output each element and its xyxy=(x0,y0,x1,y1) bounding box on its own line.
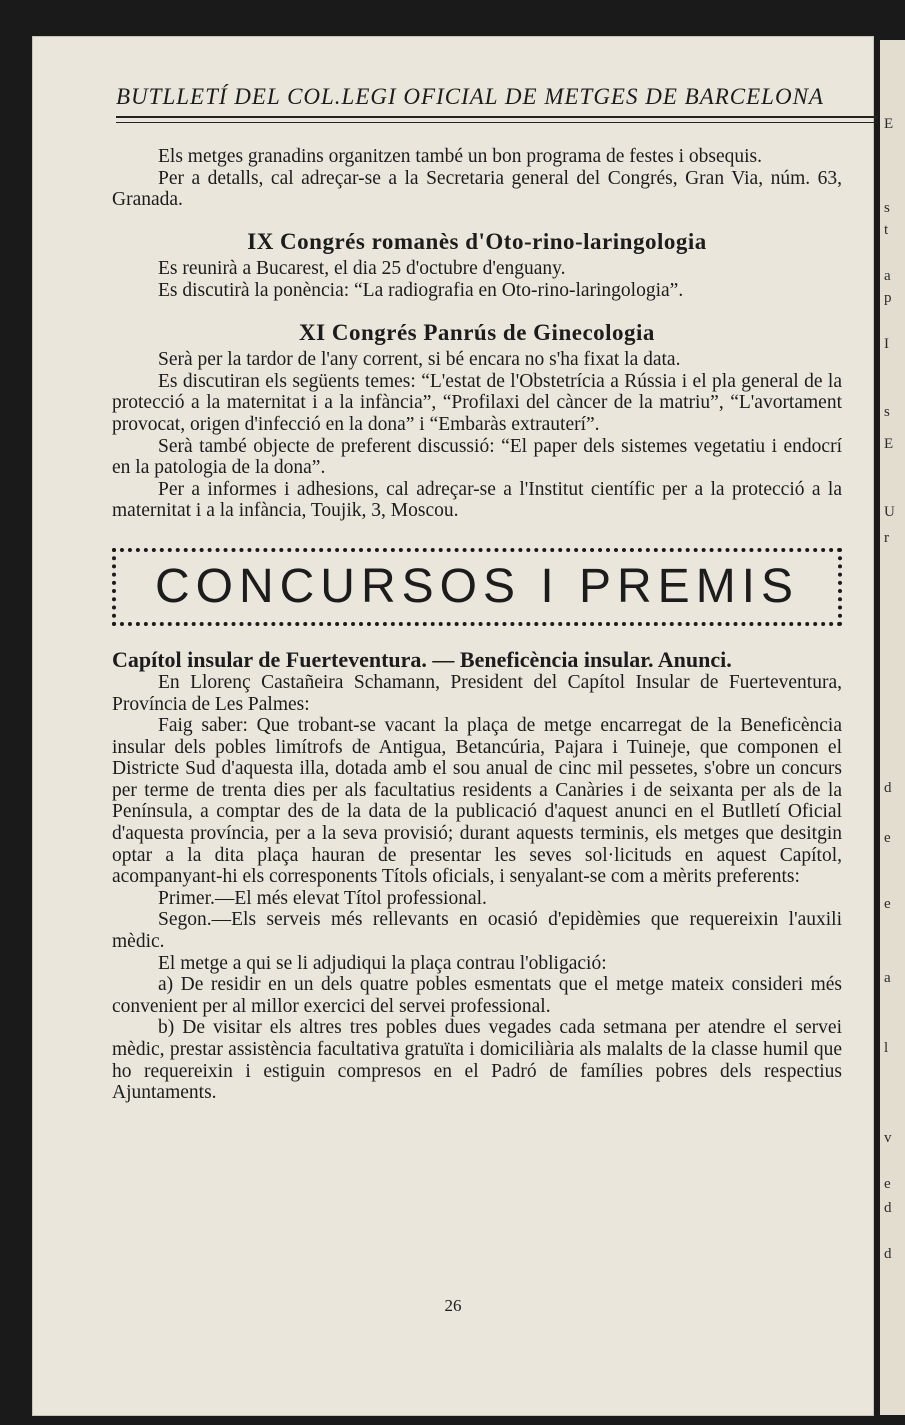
section-title-romanes: IX Congrés romanès d'Oto-rino-laringologia xyxy=(247,228,707,254)
edge-letter: e xyxy=(884,1176,891,1192)
edge-letter: r xyxy=(884,530,889,546)
page-number: 26 xyxy=(444,1296,462,1315)
section-banner: CONCURSOS I PREMIS xyxy=(112,548,842,626)
edge-letter: s xyxy=(884,404,890,420)
romanes-paragraph-1: Es reunirà a Bucarest, el dia 25 d'octubre d'enguany. xyxy=(158,258,566,280)
panrus-paragraph-1: Serà per la tardor de l'any corrent, si bé encara no s'ha fixat la data. xyxy=(158,349,681,371)
panrus-paragraph-2: Es discutiran els següents temes: “L'estat de l'Obstetrícia a Rússia i el pla general de la protecció a la maternitat i a la infància”, “Profilaxi del càncer de la matriu”, “L'avortament provocat, origen d'infecció en la dona” i “Embaràs extrauterí”. xyxy=(112,370,842,435)
next-page-edge xyxy=(880,40,905,1415)
intro-paragraph-2: Per a detalls, cal adreçar-se a la Secretaria general del Congrés, Gran Via, núm. 63, Granada. xyxy=(112,167,842,211)
edge-letter: e xyxy=(884,896,891,912)
page-content xyxy=(112,146,842,1104)
notice-paragraph-7: b) De visitar els altres tres pobles dues vegades cada setmana per atendre el servei mèdic, prestar assistència facultativa gratuïta i domiciliària als malalts de la classe humil que ho requereixin i estiguin compresos en el Padró de famílies pobres dels respectius Ajuntaments. xyxy=(112,1017,842,1104)
edge-letter: p xyxy=(884,290,892,306)
panrus-paragraph-4: Per a informes i adhesions, cal adreçar-se a l'Institut científic per a la protecció a la maternitat i a la infància, Toujik, 3, Moscou. xyxy=(112,478,842,522)
edge-letter: I xyxy=(884,336,889,352)
edge-letter: t xyxy=(884,222,889,238)
notice-title: Capítol insular de Fuerteventura. — Beneficència insular. Anunci. xyxy=(112,646,732,672)
intro-paragraph-1: Els metges granadins organitzen també un bon programa de festes i obsequis. xyxy=(158,146,762,167)
edge-letter: E xyxy=(884,436,894,452)
running-head: BUTLLETÍ DEL COL.LEGI OFICIAL DE METGES DE BARCELONA xyxy=(116,84,824,109)
section-title-panrus: XI Congrés Panrús de Ginecologia xyxy=(299,319,655,345)
notice-paragraph-2: Faig saber: Que trobant-se vacant la plaça de metge encarregat de la Beneficència insular dels pobles limítrofs de Antigua, Betancúria, Pajara i Tuineje, que componen el Districte Sud d'aquesta illa, dotada amb el sou anual de cinc mil pessetes, s'obre un concurs per terme de trenta dies per als facultatius residents a Canàries i de seixanta per als de la Península, a comptar des de la data de la publicació d'aquest anunci en el Butlletí Oficial d'aquesta província, per a la seva provisió; durant aquests terminis, els metges que desitgin optar a la dita plaça hauran de presentar les seves sol·licituds en aquest Capítol, acompanyant-hi els corresponents Títols oficials, i senyalant-se com a mèrits preferents: xyxy=(112,715,842,888)
edge-letter: d xyxy=(884,1246,892,1262)
notice-paragraph-4: Segon.—Els serveis més rellevants en ocasió d'epidèmies que requereixin l'auxili mèdic. xyxy=(112,909,842,953)
edge-letter: U xyxy=(884,504,895,520)
edge-letter: l xyxy=(884,1040,889,1056)
notice-paragraph-3: Primer.—El més elevat Títol professional. xyxy=(158,887,487,909)
edge-letter: d xyxy=(884,780,892,796)
edge-letter: E xyxy=(884,116,894,132)
notice-paragraph-5: El metge a qui se li adjudiqui la plaça contrau l'obligació: xyxy=(158,952,607,974)
panrus-paragraph-3: Serà també objecte de preferent discussió: “El paper dels sistemes vegetatiu i endocrí en la patologia de la dona”. xyxy=(112,435,842,479)
header-rule-thin xyxy=(116,122,878,123)
edge-letter: v xyxy=(884,1130,892,1146)
edge-letter: a xyxy=(884,268,891,284)
notice-paragraph-1: En Llorenç Castañeira Schamann, President del Capítol Insular de Fuerteventura, Província de Les Palmes: xyxy=(112,671,842,715)
romanes-paragraph-2: Es discutirà la ponència: “La radiografia en Oto-rino-laringologia”. xyxy=(158,279,684,301)
notice-paragraph-6: a) De residir en un dels quatre pobles esmentats que el metge mateix consideri més convenient per al millor exercici del servei professional. xyxy=(112,974,842,1017)
edge-letter: a xyxy=(884,970,891,986)
edge-letter: d xyxy=(884,1200,892,1216)
edge-letter: s xyxy=(884,200,890,216)
edge-letter: e xyxy=(884,830,891,846)
document-page xyxy=(32,36,874,1416)
header-rule-thick xyxy=(116,116,878,118)
